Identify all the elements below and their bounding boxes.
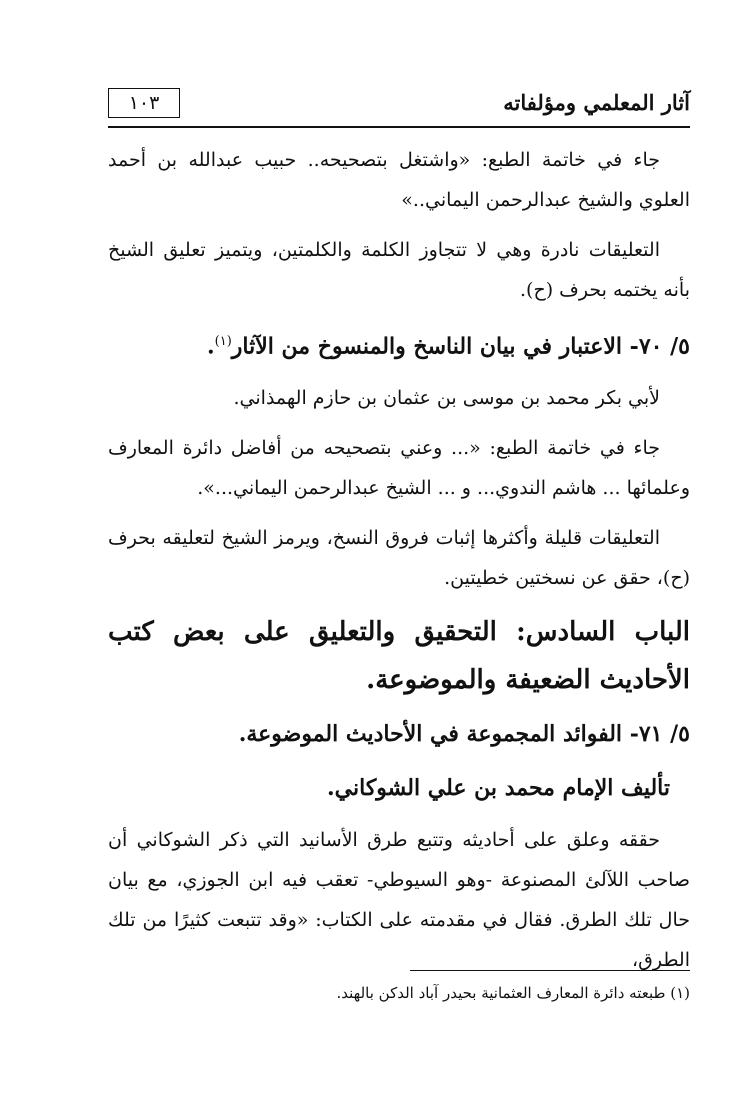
page-number: ١٠٣: [108, 88, 180, 118]
paragraph-5: التعليقات قليلة وأكثرها إثبات فروق النسخ، ويرمز الشيخ لتعليقه بحرف (ح)، حقق عن نسختين خطيتين.: [108, 527, 690, 590]
footnote-divider: [410, 970, 690, 971]
entry-heading-70: [108, 320, 690, 368]
entry-heading-70-end: .: [206, 333, 215, 360]
paragraph-1: جاء في خاتمة الطبع: «واشتغل بتصحيحه.. حبيب عبدالله بن أحمد العلوي والشيخ عبدالرحمن اليماني..»: [108, 149, 690, 211]
body-text: [108, 140, 690, 990]
footnote: (١) طبعته دائرة المعارف العثمانية بحيدر آباد الدكن بالهند.: [336, 984, 690, 1002]
paragraph-3: لأبي بكر محمد بن موسى بن عثمان بن حازم الهمذاني.: [233, 387, 660, 410]
paragraph-6: حققه وعلق على أحاديثه وتتبع طرق الأسانيد التي ذكر الشوكاني أن صاحب اللآلئ المصنوعة -وهو السيوطي- تعقب فيه ابن الجوزي، مع بيان حال تلك الطرق. فقال في مقدمته على الكتاب: «وقد تتبعت كثيرًا من تلك الطرق،: [108, 829, 690, 972]
paragraph-2: التعليقات نادرة وهي لا تتجاوز الكلمة والكلمتين، ويتميز تعليق الشيخ بأنه يختمه بحرف (ح).: [108, 239, 690, 301]
chapter-heading: الباب السادس: التحقيق والتعليق على بعض كتب الأحاديث الضعيفة والموضوعة.: [108, 617, 690, 696]
entry-heading-70-text: ٥/ ٧٠- الاعتبار في بيان الناسخ والمنسوخ من الآثار: [231, 333, 690, 360]
footnote-marker: (١): [214, 334, 232, 349]
entry-heading-71: ٥/ ٧١- الفوائد المجموعة في الأحاديث الموضوعة.: [238, 721, 690, 748]
book-title: آثار المعلمي ومؤلفاته: [503, 90, 690, 115]
author-line: تأليف الإمام محمد بن علي الشوكاني.: [327, 775, 670, 802]
running-header: [108, 86, 690, 128]
paragraph-4: جاء في خاتمة الطبع: «... وعني بتصحيحه من أفاضل دائرة المعارف وعلمائها ... هاشم الندوي... و ... الشيخ عبدالرحمن اليماني...».: [108, 437, 690, 500]
